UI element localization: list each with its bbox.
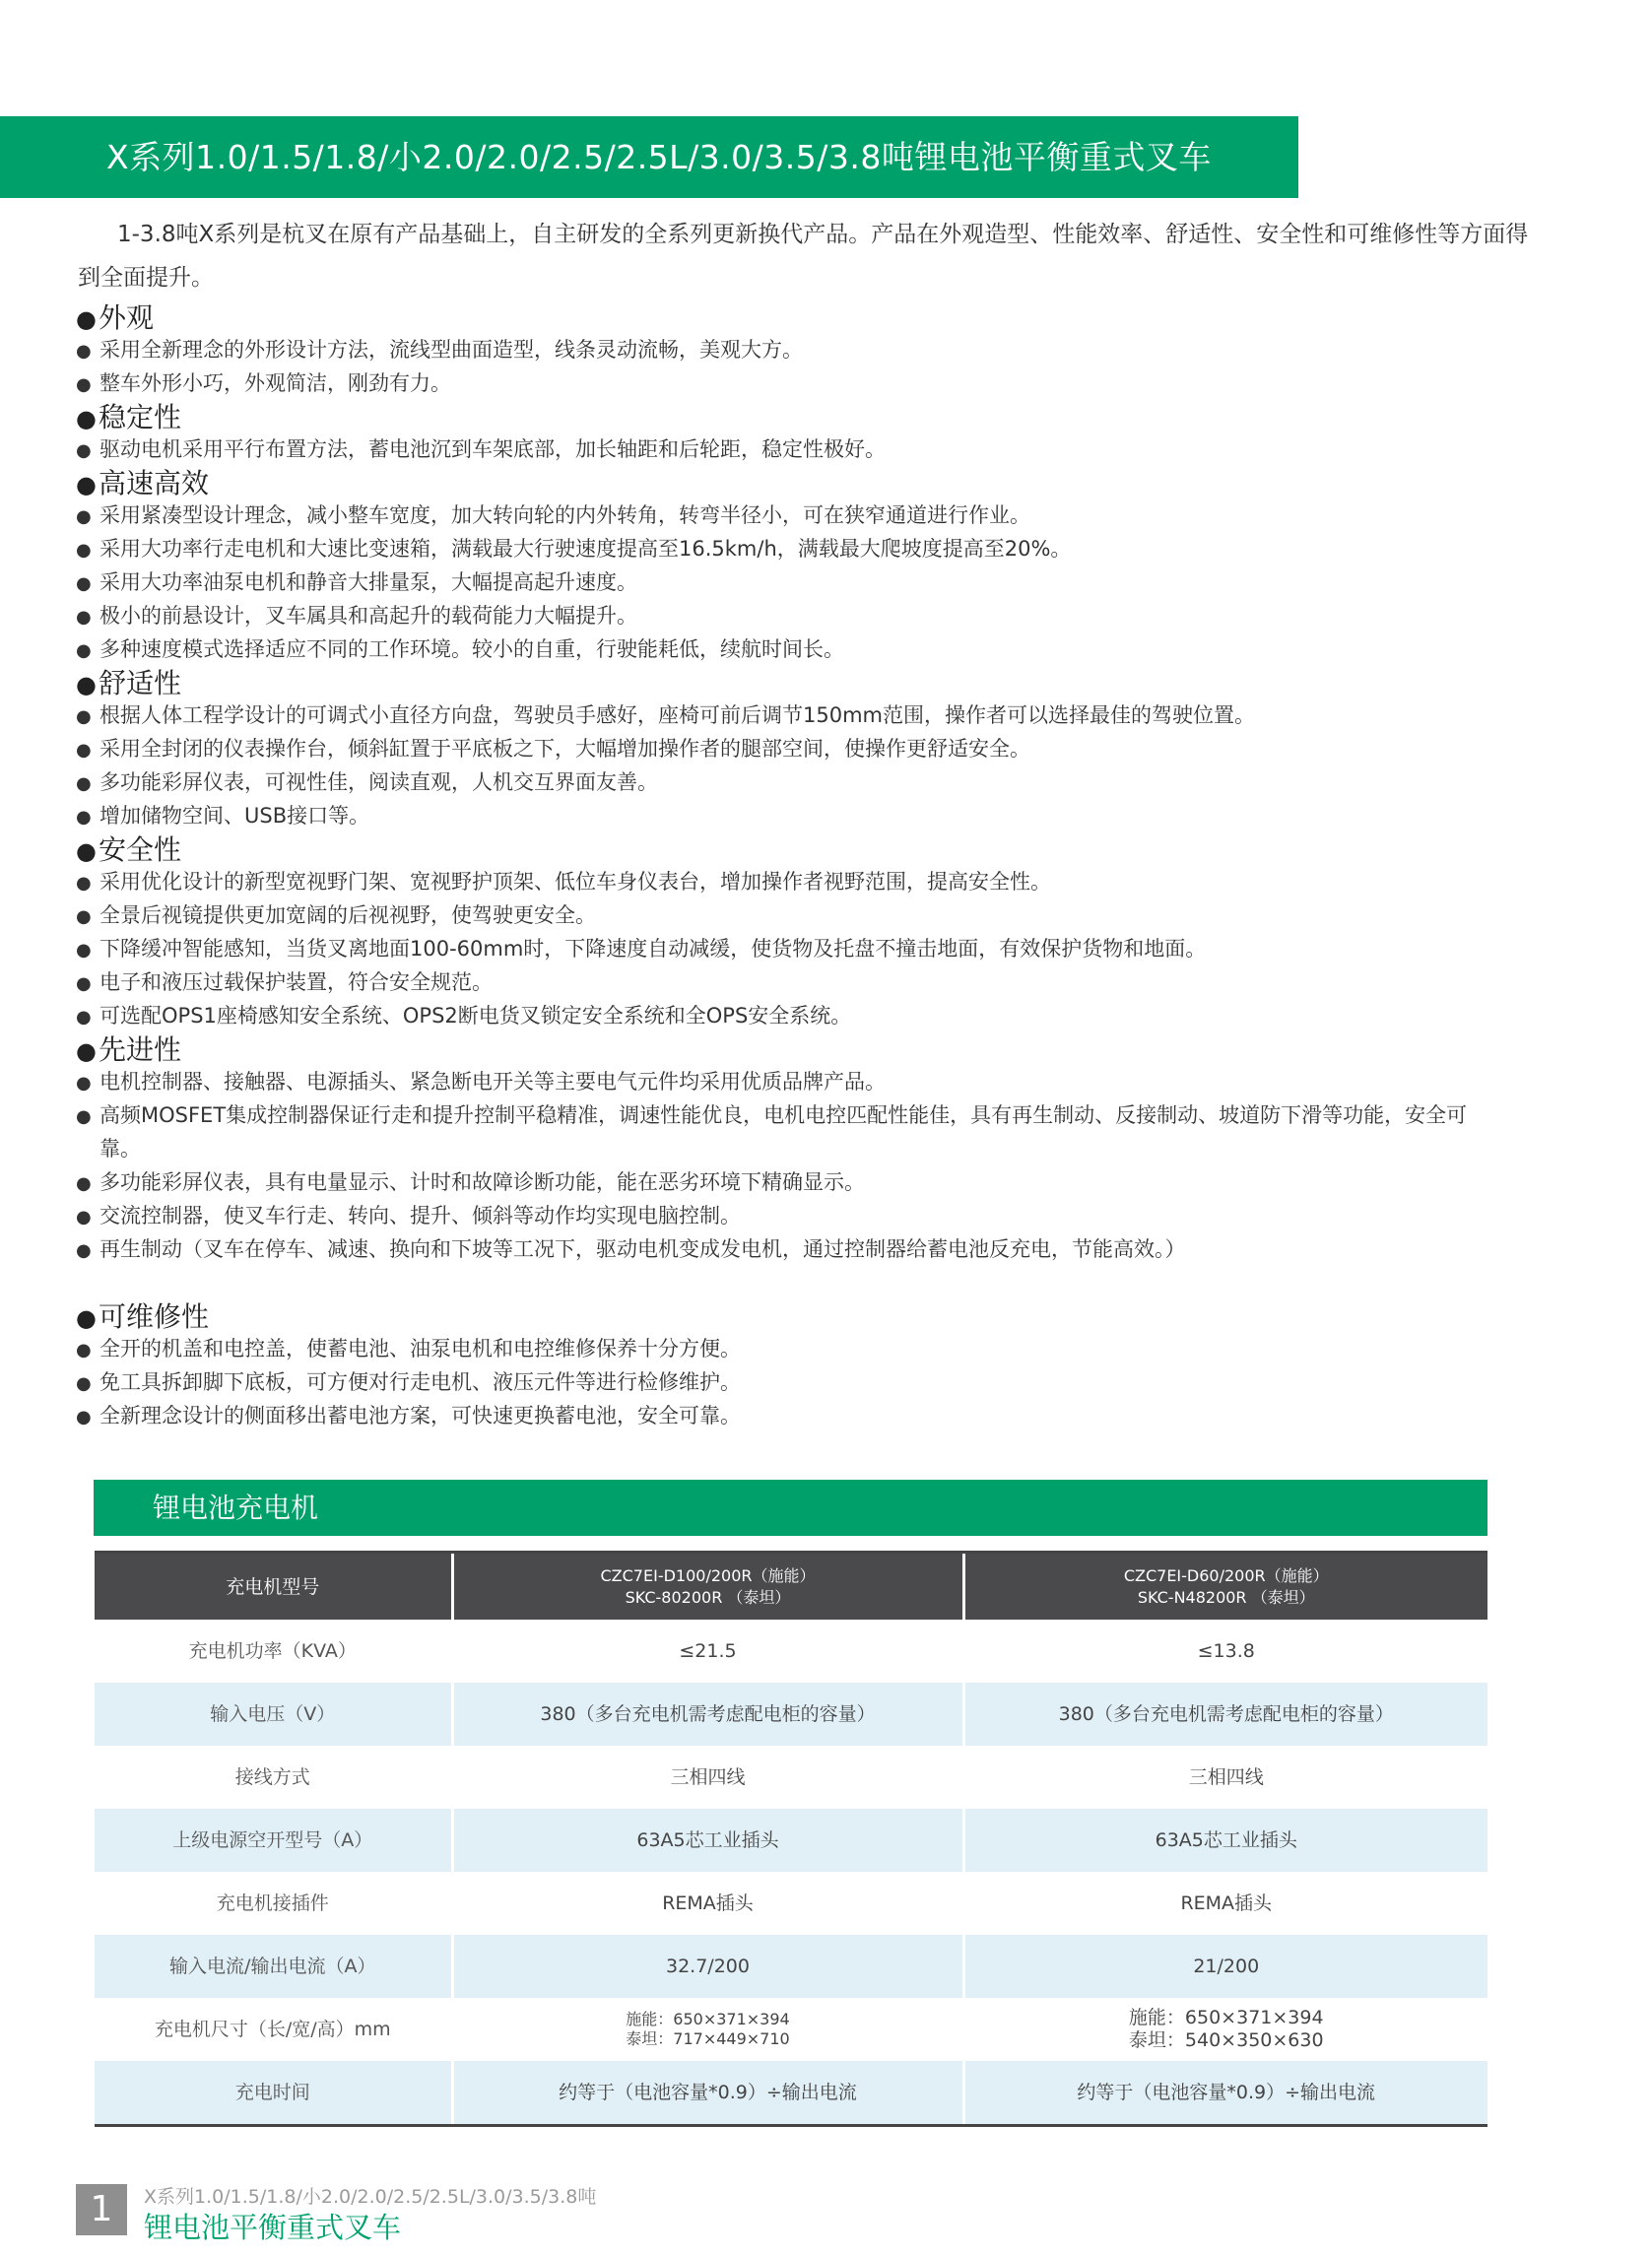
- table-row-time: [95, 2061, 1487, 2126]
- list-item: [76, 765, 1573, 799]
- row-value-2: 约等于（电池容量*0.9）÷输出电流: [963, 2061, 1487, 2126]
- section-heading: [76, 466, 1573, 498]
- table-row: [95, 1872, 1487, 1935]
- table-row: [95, 1746, 1487, 1809]
- section-heading: [76, 666, 1573, 698]
- bullet-icon: ●: [76, 940, 92, 961]
- bullet-icon: ●: [76, 1240, 92, 1261]
- list-item-text: 高频MOSFET集成控制器保证行走和提升控制平稳精准，调速性能优良，电机电控匹配性能佳，具有再生制动、反接制动、坡道防下滑等功能，安全可靠。: [99, 1103, 1468, 1161]
- list-item-text: 电机控制器、接触器、电源插头、紧急断电开关等主要电气元件均采用优质品牌产品。: [99, 1070, 886, 1094]
- table-row: [95, 1620, 1487, 1683]
- bullet-icon: ●: [76, 1407, 92, 1427]
- list-item-text: 采用全新理念的外形设计方法，流线型曲面造型，线条灵动流畅，美观大方。: [99, 338, 803, 362]
- bullet-icon: ●: [76, 341, 92, 362]
- header-model-1-line1: CZC7EI-D100/200R（施能）: [600, 1565, 816, 1585]
- row-label: 充电机接插件: [95, 1872, 452, 1935]
- bullet-icon: ●: [76, 1207, 92, 1228]
- row-value-2: [963, 1998, 1487, 2061]
- bullet-icon: ●: [76, 607, 92, 628]
- section-heading-text: 安全性: [98, 833, 181, 866]
- list-item: [76, 565, 1573, 599]
- section-heading: [76, 400, 1573, 432]
- bullet-icon: ●: [76, 807, 92, 828]
- list-item-text: 采用大功率行走电机和大速比变速箱，满载最大行驶速度提高至16.5km/h，满载最大爬坡度提高至20%。: [99, 537, 1072, 561]
- bullet-icon: ●: [76, 506, 92, 527]
- list-item-text: 整车外形小巧，外观简洁，刚劲有力。: [99, 371, 451, 395]
- bullet-icon: ●: [76, 1373, 92, 1394]
- bullet-icon: ●: [76, 1106, 92, 1127]
- row-label: 上级电源空开型号（A）: [95, 1809, 452, 1872]
- bullet-icon: ●: [76, 740, 92, 761]
- list-item: [76, 1232, 1573, 1299]
- section-heading-text: 高速高效: [98, 467, 209, 499]
- bullet-icon: ●: [76, 1073, 92, 1094]
- row-value-2: ≤13.8: [963, 1620, 1487, 1683]
- size-value-2-line1: 施能：650×371×394: [1128, 2007, 1324, 2028]
- list-item-text: 全景后视镜提供更加宽阔的后视视野，使驾驶更安全。: [99, 903, 596, 927]
- table-row-size: [95, 1998, 1487, 2061]
- table-header-row: [95, 1553, 1487, 1621]
- row-value-1: 三相四线: [452, 1746, 963, 1809]
- row-value-2: REMA插头: [963, 1872, 1487, 1935]
- section-heading-text: 舒适性: [98, 667, 181, 699]
- size-value-1-line2: 泰坦：717×449×710: [626, 2029, 790, 2048]
- list-item: [76, 1165, 1573, 1199]
- list-item-text: 免工具拆卸脚下底板，可方便对行走电机、液压元件等进行检修维护。: [99, 1370, 741, 1394]
- section-heading-text: 先进性: [98, 1033, 181, 1066]
- list-item: [76, 1332, 1573, 1365]
- bullet-icon: ●: [76, 706, 92, 727]
- header-model-2: [963, 1553, 1487, 1621]
- section-heading: [76, 1032, 1573, 1065]
- list-item-text: 再生制动（叉车在停车、减速、换向和下坡等工况下，驱动电机变成发电机，通过控制器给蓄电池反充电，节能高效。）: [99, 1237, 1186, 1261]
- bullet-icon: ●: [76, 405, 97, 432]
- list-item: [76, 732, 1573, 765]
- row-value-2: 380（多台充电机需考虑配电柜的容量）: [963, 1683, 1487, 1746]
- list-item: [76, 498, 1573, 532]
- size-value-2-line2: 泰坦：540×350×630: [1128, 2029, 1324, 2051]
- list-item-text: 全开的机盖和电控盖，使蓄电池、油泵电机和电控维修保养十分方便。: [99, 1337, 741, 1361]
- bullet-icon: ●: [76, 773, 92, 794]
- bullet-icon: ●: [76, 374, 92, 395]
- header-model-1: [452, 1553, 963, 1621]
- list-item: [76, 999, 1573, 1032]
- bullet-icon: ●: [76, 1037, 97, 1065]
- list-item: [76, 799, 1573, 832]
- row-label: 输入电流/输出电流（A）: [95, 1935, 452, 1998]
- page-number: 1: [76, 2184, 127, 2235]
- page-title: X系列1.0/1.5/1.8/小2.0/2.0/2.5/2.5L/3.0/3.5/3.8吨锂电池平衡重式叉车: [0, 116, 1298, 198]
- bullet-icon: ●: [76, 873, 92, 894]
- row-label: 充电机功率（KVA）: [95, 1620, 452, 1683]
- section-heading: [76, 832, 1573, 865]
- header-model-2-line1: CZC7EI-D60/200R（施能）: [1123, 1565, 1329, 1585]
- section-heading-text: 可维修性: [98, 1300, 209, 1333]
- list-item-text: 可选配OPS1座椅感知安全系统、OPS2断电货叉锁定安全系统和全OPS安全系统。: [99, 1004, 852, 1028]
- list-item: [76, 1365, 1573, 1399]
- row-value-1: 32.7/200: [452, 1935, 963, 1998]
- header-model-1-line2: SKC-80200R （泰坦）: [625, 1587, 791, 1607]
- list-item: [76, 1399, 1573, 1432]
- list-item: [76, 532, 1573, 565]
- bullet-icon: ●: [76, 573, 92, 594]
- list-item-text: 采用大功率油泵电机和静音大排量泵，大幅提高起升速度。: [99, 570, 637, 594]
- list-item-text: 下降缓冲智能感知，当货叉离地面100-60mm时，下降速度自动减缓，使货物及托盘不撞击地面，有效保护货物和地面。: [99, 937, 1207, 961]
- row-value-1: 约等于（电池容量*0.9）÷输出电流: [452, 2061, 963, 2126]
- list-item-text: 交流控制器，使叉车行走、转向、提升、倾斜等动作均实现电脑控制。: [99, 1204, 741, 1228]
- bullet-icon: ●: [76, 640, 92, 661]
- size-value-1-line1: 施能：650×371×394: [626, 2010, 790, 2028]
- row-label: 充电机尺寸（长/宽/高）mm: [95, 1998, 452, 2061]
- list-item-text: 全新理念设计的侧面移出蓄电池方案，可快速更换蓄电池，安全可靠。: [99, 1404, 741, 1427]
- row-label: 接线方式: [95, 1746, 452, 1809]
- feature-list: [76, 300, 1573, 1432]
- bullet-icon: ●: [76, 973, 92, 994]
- bullet-icon: ●: [76, 305, 97, 333]
- header-label: 充电机型号: [95, 1553, 452, 1621]
- list-item: [76, 1065, 1573, 1098]
- row-value-2: 21/200: [963, 1935, 1487, 1998]
- charger-section-title: 锂电池充电机: [94, 1480, 1487, 1536]
- list-item: [76, 965, 1573, 999]
- row-value-1: 63A5芯工业插头: [452, 1809, 963, 1872]
- list-item-text: 多种速度模式选择适应不同的工作环境。较小的自重，行驶能耗低，续航时间长。: [99, 637, 844, 661]
- row-value-2: 63A5芯工业插头: [963, 1809, 1487, 1872]
- footer-series: X系列1.0/1.5/1.8/小2.0/2.0/2.5/2.5L/3.0/3.5/3.8吨: [144, 2186, 597, 2208]
- table-row: [95, 1683, 1487, 1746]
- list-item: [76, 865, 1573, 898]
- section-heading: [76, 1299, 1573, 1332]
- list-item: [76, 632, 1573, 666]
- list-item-text: 多功能彩屏仪表，具有电量显示、计时和故障诊断功能，能在恶劣环境下精确显示。: [99, 1170, 865, 1194]
- bullet-icon: ●: [76, 1007, 92, 1028]
- charger-spec-table: [95, 1551, 1487, 2127]
- list-item: [76, 898, 1573, 932]
- bullet-icon: ●: [76, 906, 92, 927]
- list-item: [76, 1098, 1573, 1165]
- section-heading-text: 外观: [98, 301, 154, 334]
- list-item-text: 增加储物空间、USB接口等。: [99, 804, 370, 828]
- list-item-text: 采用优化设计的新型宽视野门架、宽视野护顶架、低位车身仪表台，增加操作者视野范围，提高安全性。: [99, 870, 1051, 894]
- row-value-2: 三相四线: [963, 1746, 1487, 1809]
- list-item: [76, 698, 1573, 732]
- section-heading: [76, 300, 1573, 333]
- bullet-icon: ●: [76, 837, 97, 865]
- bullet-icon: ●: [76, 1340, 92, 1361]
- header-model-2-line2: SKC-N48200R （泰坦）: [1137, 1587, 1315, 1607]
- bullet-icon: ●: [76, 1304, 97, 1332]
- row-value-1: REMA插头: [452, 1872, 963, 1935]
- list-item: [76, 333, 1573, 366]
- bullet-icon: ●: [76, 1173, 92, 1194]
- row-label: 输入电压（V）: [95, 1683, 452, 1746]
- list-item: [76, 432, 1573, 466]
- list-item: [76, 1199, 1573, 1232]
- list-item-text: 极小的前悬设计，叉车属具和高起升的载荷能力大幅提升。: [99, 604, 637, 628]
- list-item: [76, 366, 1573, 400]
- list-item: [76, 932, 1573, 965]
- list-item: [76, 599, 1573, 632]
- footer-product: 锂电池平衡重式叉车: [144, 2211, 402, 2244]
- list-item-text: 多功能彩屏仪表，可视性佳，阅读直观，人机交互界面友善。: [99, 770, 658, 794]
- row-value-1: [452, 1998, 963, 2061]
- row-value-1: 380（多台充电机需考虑配电柜的容量）: [452, 1683, 963, 1746]
- list-item-text: 采用紧凑型设计理念，减小整车宽度，加大转向轮的内外转角，转弯半径小，可在狭窄通道进行作业。: [99, 503, 1030, 527]
- bullet-icon: ●: [76, 471, 97, 498]
- list-item-text: 根据人体工程学设计的可调式小直径方向盘，驾驶员手感好，座椅可前后调节150mm范围，操作者可以选择最佳的驾驶位置。: [99, 703, 1255, 727]
- list-item-text: 采用全封闭的仪表操作台，倾斜缸置于平底板之下，大幅增加操作者的腿部空间，使操作更舒适安全。: [99, 737, 1030, 761]
- list-item-text: 电子和液压过载保护装置，符合安全规范。: [99, 970, 493, 994]
- intro-paragraph: 1-3.8吨X系列是杭叉在原有产品基础上，自主研发的全系列更新换代产品。产品在外观造型、性能效率、舒适性、安全性和可维修性等方面得到全面提升。: [78, 222, 1529, 291]
- row-label: 充电时间: [95, 2061, 452, 2126]
- list-item-text: 驱动电机采用平行布置方法，蓄电池沉到车架底部，加长轴距和后轮距，稳定性极好。: [99, 437, 886, 461]
- bullet-icon: ●: [76, 540, 92, 561]
- bullet-icon: ●: [76, 440, 92, 461]
- row-value-1: ≤21.5: [452, 1620, 963, 1683]
- table-row: [95, 1935, 1487, 1998]
- section-heading-text: 稳定性: [98, 401, 181, 433]
- table-row: [95, 1809, 1487, 1872]
- bullet-icon: ●: [76, 671, 97, 698]
